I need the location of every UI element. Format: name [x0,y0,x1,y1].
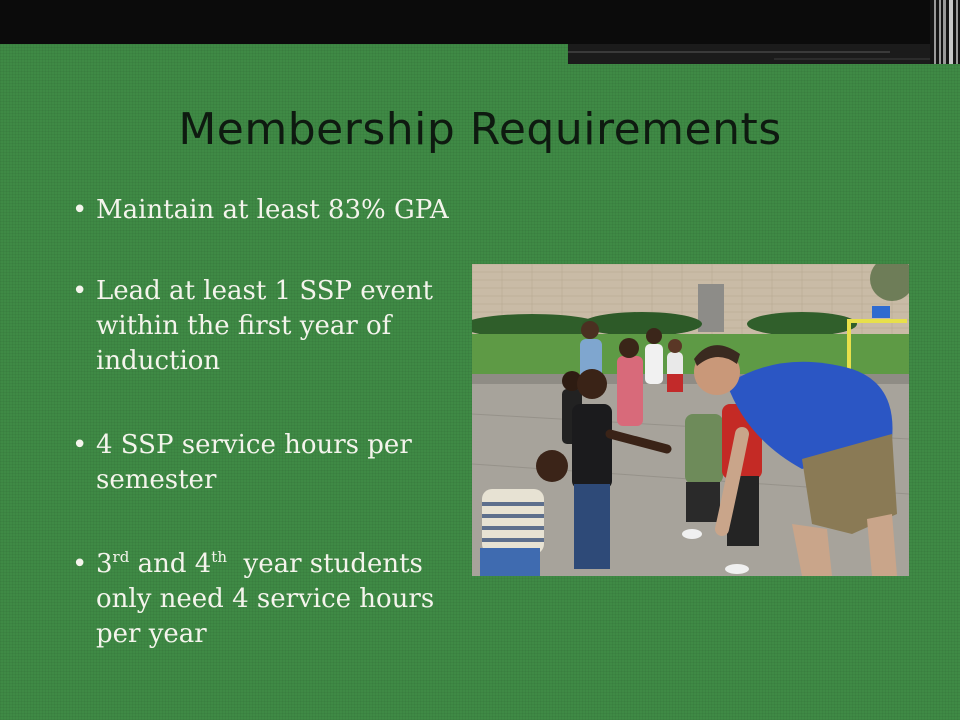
bullet-text: 4 SSP service hours per semester [96,430,412,495]
bullet-item [72,274,462,379]
corner-bars [930,0,960,64]
ordinal-number: 3 [96,549,113,579]
corner-bar [939,0,941,64]
bullet-marker: • [72,549,88,579]
bullet-text-part: year students only need 4 service hours per year [96,549,443,649]
ordinal-suffix: th [211,548,227,566]
bullet-item [72,193,462,228]
corner-bar [956,0,958,64]
bullet-item [72,547,462,652]
accent-line [568,51,890,53]
event-photo [472,264,909,576]
bullet-marker: • [72,276,88,306]
bullet-marker: • [72,430,88,460]
bullet-marker: • [72,195,88,225]
ordinal-suffix: rd [112,548,130,566]
corner-bar [943,0,946,64]
corner-bar [934,0,936,64]
top-accent-strip [568,44,930,64]
bullet-text: Maintain at least 83% GPA [96,195,449,225]
corner-bar [949,0,953,64]
top-bar [0,0,960,44]
bullet-item [72,428,462,498]
bullet-text: Lead at least 1 SSP event within the first year of induction [96,276,433,376]
slide-title: Membership Requirements [178,104,782,155]
bullet-text [96,547,462,652]
accent-line [774,58,930,60]
bullet-text-part: and 4 [129,549,212,579]
